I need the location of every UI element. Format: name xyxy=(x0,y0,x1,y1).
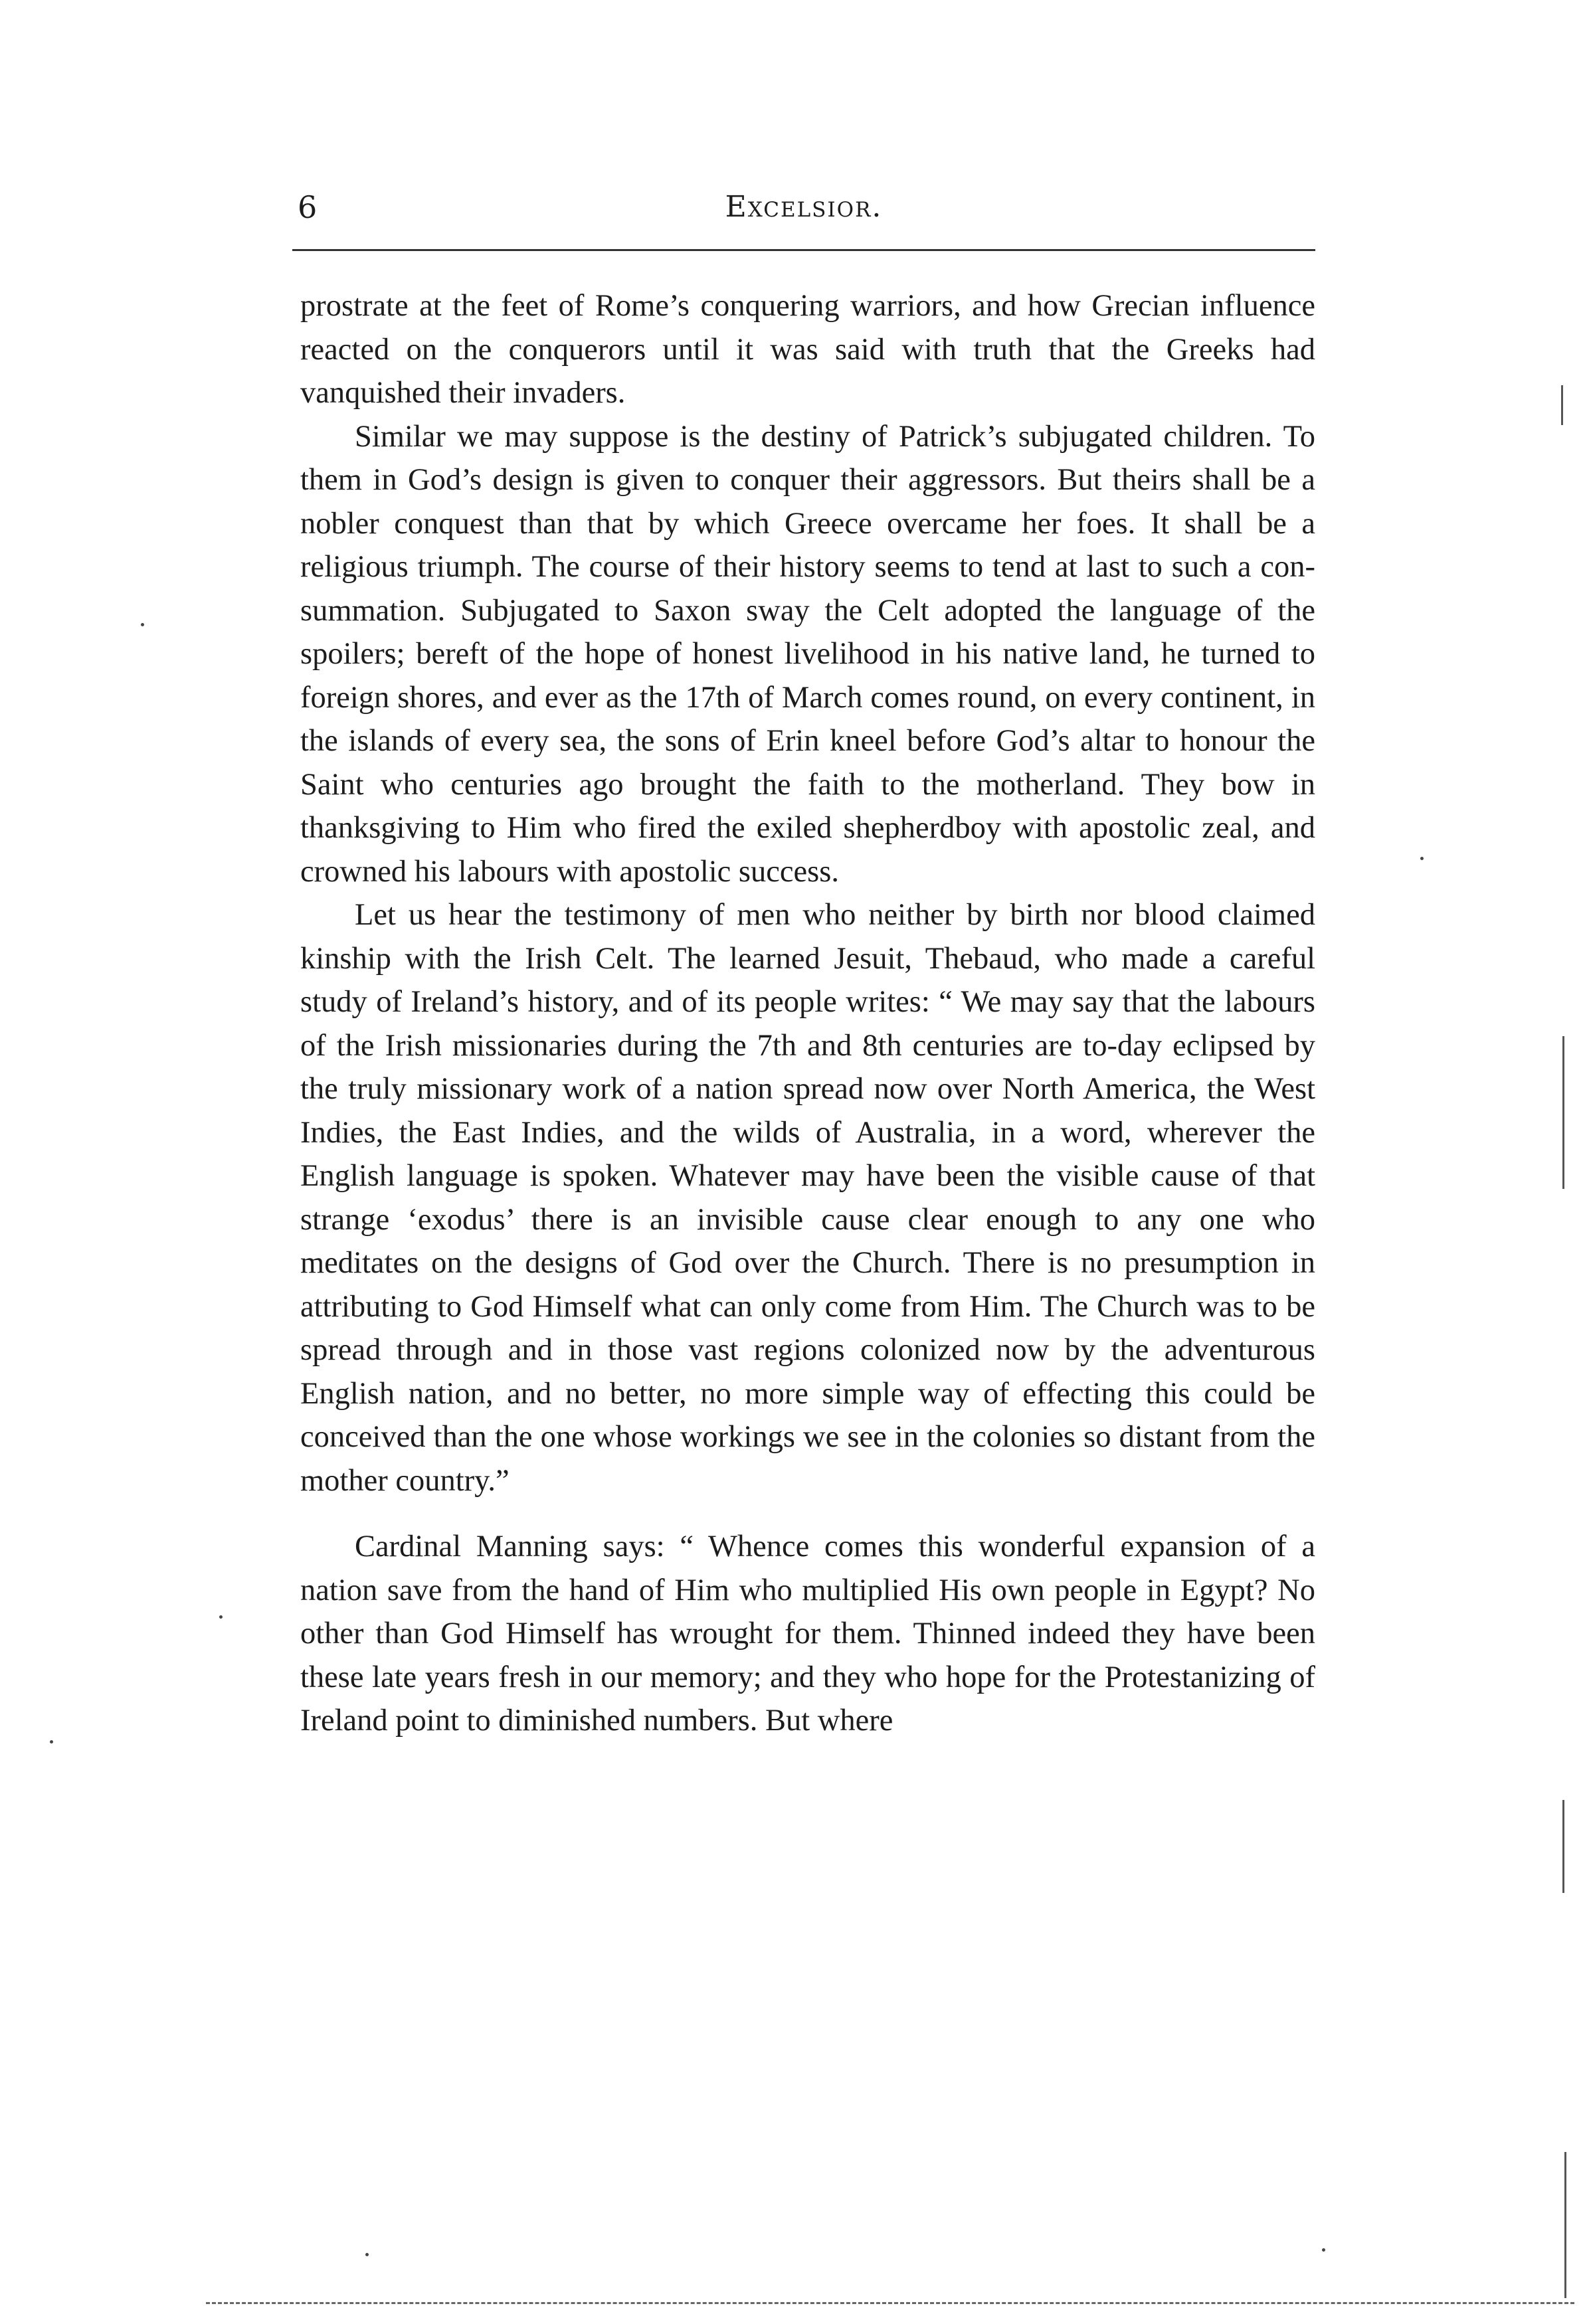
scan-speck xyxy=(50,1740,53,1743)
running-head: Excelsior. xyxy=(725,190,883,224)
scan-edge-line xyxy=(1562,1800,1564,1893)
scan-edge-line xyxy=(1562,1036,1564,1189)
paragraph-1: prostrate at the feet of Rome’s conquering warriors, and how Grecian influence reacted on the conquerors until it was said with truth that the Greeks had vanquished their invaders. xyxy=(300,289,1315,410)
scan-bottom-noise xyxy=(206,2302,1574,2304)
header-rule xyxy=(292,249,1315,251)
scan-edge-line xyxy=(1561,385,1563,425)
paragraph-2: Similar we may suppose is the destiny of Patrick’s subjugated children. To them in God’s design is given to conquer their aggressors. But theirs shall be a nobler conquest than that by which Greece overcame her foes. It shall be a religious triumph. The course of their history seems to tend at last to such a consummation. Subjugated to Saxon sway the Celt adopted the language of the spoilers; bereft of the hope of honest livelihood in his native land, he turned to foreign shores, and ever as the 17th of March comes round, on every continent, in the islands of every sea, the sons of Erin kneel before God’s altar to honour the Saint who centuries ago brought the faith to the motherland. They bow in thanksgiving to Him who fired the exiled shepherdboy with apostolic zeal, and crowned his labours with apostolic success. xyxy=(300,419,1315,889)
scan-speck xyxy=(365,2253,369,2256)
scan-edge-line xyxy=(1564,2152,1566,2298)
page-number: 6 xyxy=(298,189,318,225)
page-header xyxy=(292,187,1315,234)
paragraph-4: Cardinal Manning says: “ Whence comes this wonderful expansion of a nation save from the hand of Him who multiplied His own people in Egypt? No other than God Himself has wrought for them. Thinned indeed they have been these late years fresh in our memory; and they who hope for the Protestanizing of Ireland point to diminished numbers. But where xyxy=(300,1530,1315,1738)
scan-speck xyxy=(141,623,144,626)
paragraph-3: Let us hear the testimony of men who neither by birth nor blood claimed kinship with the Irish Celt. The learned Jesuit, Thebaud, who made a careful study of Ireland’s history, and of its people writes: “ We may say that the labours of the Irish missionaries during the 7th and 8th centuries are to-day eclipsed by the truly missionary work of a nation spread now over North America, the West Indies, the East Indies, and the wilds of Australia, in a word, wherever the English language is spoken. Whatever may have been the visible cause of that strange ‘exodus’ there is an invisible cause clear enough to any one who meditates on the designs of God over the Church. There is no presumption in attributing to God Himself what can only come from Him. The Church was to be spread through and in those vast regions colonized now by the adventurous English nation, and no better, no more simple way of effecting this could be conceived than the one whose workings we see in the colonies so distant from the mother country.” xyxy=(300,898,1315,1498)
body-text xyxy=(300,284,1315,1743)
scan-speck xyxy=(1420,857,1424,860)
scan-speck xyxy=(219,1615,223,1619)
scan-speck xyxy=(1322,2248,1325,2252)
